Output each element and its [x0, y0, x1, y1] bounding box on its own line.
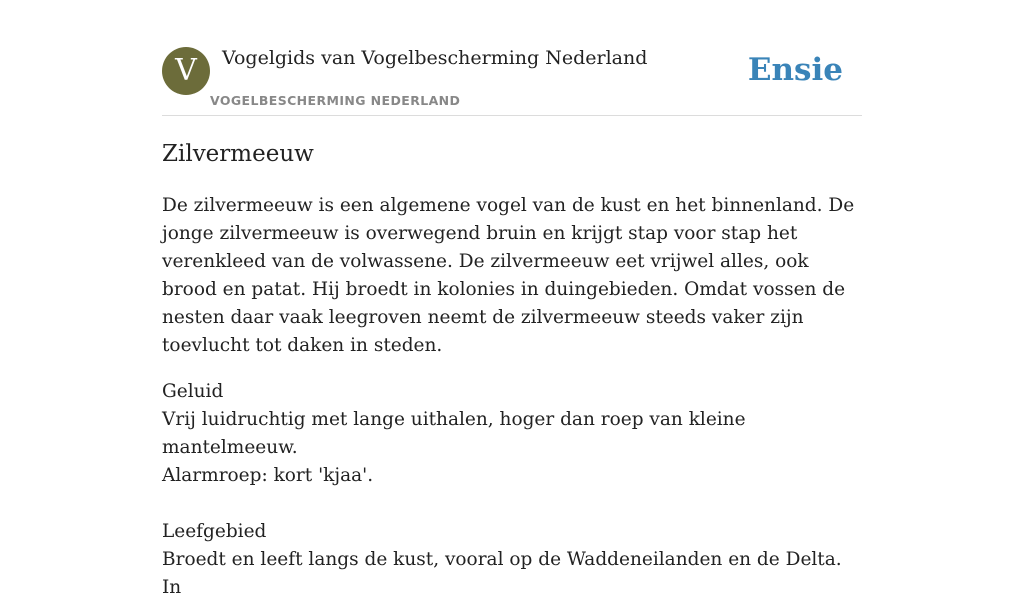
entry-title: Zilvermeeuw	[162, 141, 314, 167]
ensie-logo[interactable]: Ensie	[747, 52, 843, 88]
section-line: Alarmroep: kort 'kjaa'.	[162, 465, 374, 486]
section-line: Vrij luidruchtig met lange uithalen, hoger dan roep van kleine mantelmeeuw.	[162, 409, 746, 458]
entry-description: De zilvermeeuw is een algemene vogel van de kust en het binnenland. De jonge zilvermeeuw is overwegend bruin en krijgt stap voor stap het verenkleed van de volwassene. De zilvermeeuw eet vrijwel alles, ook brood en patat. Hij broedt in kolonies in duingebieden. Omdat vossen de nesten daar vaak leegroven neemt de zilvermeeuw steeds vaker zijn toevlucht tot daken in steden.	[162, 195, 855, 356]
source-avatar[interactable]: V	[162, 47, 210, 95]
source-title-link[interactable]: Vogelgids van Vogelbescherming Nederland	[222, 47, 648, 69]
section-heading: Leefgebied	[162, 521, 267, 542]
page	[162, 0, 862, 598]
section-geluid	[162, 378, 864, 490]
entry-body	[162, 192, 864, 602]
section-leefgebied	[162, 518, 864, 602]
section-spacer	[162, 490, 864, 518]
header	[162, 0, 862, 116]
section-line: Broedt en leeft langs de kust, vooral op de Waddeneilanden en de Delta. In	[162, 549, 842, 598]
section-heading: Geluid	[162, 381, 224, 402]
publisher-label[interactable]: VOGELBESCHERMING NEDERLAND	[210, 93, 461, 108]
